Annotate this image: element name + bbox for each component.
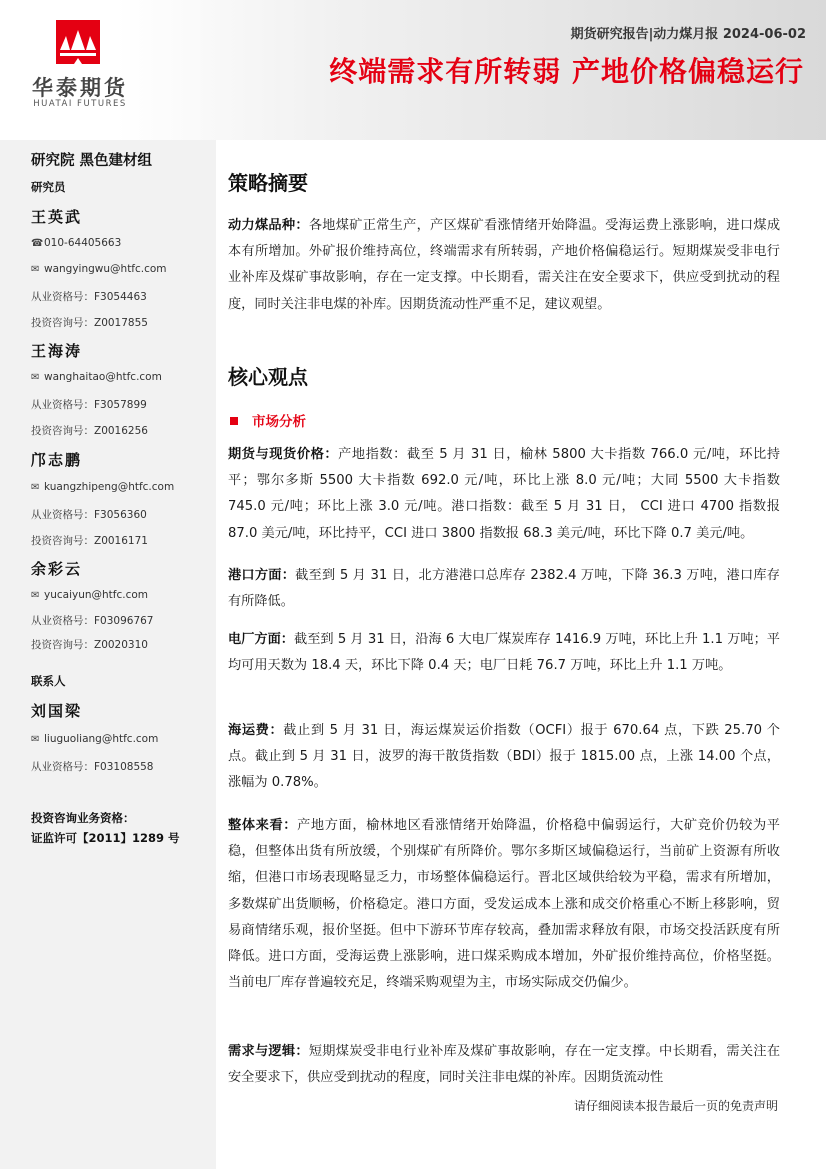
researchers-heading: 研究员 xyxy=(31,180,66,194)
report-headline: 终端需求有所转弱 产地价格偏稳运行 xyxy=(329,55,804,88)
section-title-strategy: 策略摘要 xyxy=(228,171,308,195)
logo-english-text: HUATAI FUTURES xyxy=(33,99,127,109)
analyst-consult-number: 投资咨询号：Z0016171 xyxy=(31,535,148,547)
huatai-logo-icon xyxy=(56,20,100,64)
analyst-phone: ☎010-64405663 xyxy=(31,237,122,249)
subsection-title-market: 市场分析 xyxy=(228,410,306,430)
report-meta: 期货研究报告|动力煤月报 2024-06-02 xyxy=(570,27,806,42)
mail-icon: ✉ xyxy=(31,590,40,601)
contact-name: 刘国梁 xyxy=(31,702,83,720)
analyst-consult-number: 投资咨询号：Z0017855 xyxy=(31,317,148,329)
analyst-email[interactable]: ✉ kuangzhipeng@htfc.com xyxy=(31,481,175,493)
analyst-name: 王英武 xyxy=(31,208,83,226)
bullet-square-icon xyxy=(230,417,238,425)
mail-icon: ✉ xyxy=(31,482,40,493)
analyst-qualification: 从业资格号：F3056360 xyxy=(31,509,147,521)
analyst-qualification: 从业资格号：F03096767 xyxy=(31,615,154,627)
license-label: 投资咨询业务资格： xyxy=(31,811,135,825)
analyst-email[interactable]: ✉ wangyingwu@htfc.com xyxy=(31,263,167,275)
paragraph-overall: 整体来看：产地方面，榆林地区看涨情绪开始降温，价格稳中偏弱运行，大矿竞价仍较为平稳，但整体出货有所放缓，个别煤矿有所降价。鄂尔多斯区域偏稳运行，当前矿上资源有所收缩，但港口市场表现略显乏力，市场整体偏稳运行。晋北区域供给较为平稳，需求有所增加，多数煤矿出货顺畅，价格稳定。港口方面，受发运成本上涨和成交价格重心不断上移影响，贸易商情绪乐观，报价坚挺。但中下游环节库存较高，叠加需求释放有限，市场交投活跃度有所降低。进口方面，受海运费上涨影响，进口煤采购成本增加，外矿报价维持高位，价格坚挺。当前电厂库存普遍较充足，终端采购观望为主，市场实际成交仍偏少。 xyxy=(228,818,780,991)
paragraph-demand-logic: 需求与逻辑：短期煤炭受非电行业补库及煤矿事故影响，存在一定支撑。中长期看，需关注在安全要求下，供应受到扰动的程度，同时关注非电煤的补库。因期货流动性 xyxy=(228,1044,781,1086)
analyst-name: 余彩云 xyxy=(31,560,83,578)
paragraph-port: 港口方面：截至到 5 月 31 日，北方港港口总库存 2382.4 万吨，下降 36.3 万吨，港口库存有所降低。 xyxy=(228,568,780,610)
analyst-consult-number: 投资咨询号：Z0020310 xyxy=(31,639,148,651)
department-label: 研究院 黑色建材组 xyxy=(31,153,153,169)
section-title-core-views: 核心观点 xyxy=(228,365,308,389)
analyst-consult-number: 投资咨询号：Z0016256 xyxy=(31,425,148,437)
sidebar xyxy=(0,140,216,1169)
analyst-qualification: 从业资格号：F3054463 xyxy=(31,291,147,303)
disclaimer-note: 请仔细阅读本报告最后一页的免责声明 xyxy=(573,1099,778,1113)
analyst-email[interactable]: ✉ yucaiyun@htfc.com xyxy=(31,589,149,601)
paragraph-freight: 海运费：截止到 5 月 31 日，海运煤炭运价指数（OCFI）报于 670.64 点，下跌 25.70 个点。截止到 5 月 31 日，波罗的海干散货指数（BDI）报于 1815.00 点，上涨 14.00 个点，涨幅为 0.78%。 xyxy=(228,723,780,791)
contact-email[interactable]: ✉ liuguoliang@htfc.com xyxy=(31,733,159,745)
phone-icon: ☎ xyxy=(31,238,44,249)
paragraph-prices: 期货与现货价格：产地指数：截至 5 月 31 日，榆林 5800 大卡指数 766.0 元/吨，环比持平；鄂尔多斯 5500 大卡指数 692.0 元/吨，环比上涨 8.0 元/吨；大同 5500 大卡指数 745.0 元/吨；环比上涨 3.0 元/吨。港口指数：截至 5 月 31 日， CCI 进口 4700 指数报 87.0 美元/吨，环比持平，CCI 进口 3800 指数报 68.3 美元/吨，环比下降 0.7 美元/吨。 xyxy=(228,447,781,541)
contact-qualification: 从业资格号：F03108558 xyxy=(31,761,154,773)
paragraph-power-plants: 电厂方面：截至到 5 月 31 日，沿海 6 大电厂煤炭库存 1416.9 万吨，环比上升 1.1 万吨；平均可用天数为 18.4 天，环比下降 0.4 天；电厂日耗 76.7 万吨，环比上升 1.1 万吨。 xyxy=(228,632,780,674)
report-header xyxy=(0,0,826,140)
analyst-qualification: 从业资格号：F3057899 xyxy=(31,399,147,411)
mail-icon: ✉ xyxy=(31,264,40,275)
analyst-name: 邝志鹏 xyxy=(31,451,83,469)
analyst-email[interactable]: ✉ wanghaitao@htfc.com xyxy=(31,371,162,383)
mail-icon: ✉ xyxy=(31,734,40,745)
mail-icon: ✉ xyxy=(31,372,40,383)
logo-text: 华泰期货 xyxy=(32,76,128,100)
contact-heading: 联系人 xyxy=(31,674,66,688)
strategy-summary: 动力煤品种：各地煤矿正常生产，产区煤矿看涨情绪开始降温。受海运费上涨影响，进口煤成本有所增加。外矿报价维持高位，终端需求有所转弱，产地价格偏稳运行。短期煤炭受非电行业补库及煤矿事故影响，存在一定支撑。中长期看，需关注在安全要求下，供应受到扰动的程度，同时关注非电煤的补库。因期货流动性严重不足，建议观望。 xyxy=(228,218,781,312)
license-number: 证监许可【2011】1289 号 xyxy=(31,831,180,845)
analyst-name: 王海涛 xyxy=(31,342,83,360)
